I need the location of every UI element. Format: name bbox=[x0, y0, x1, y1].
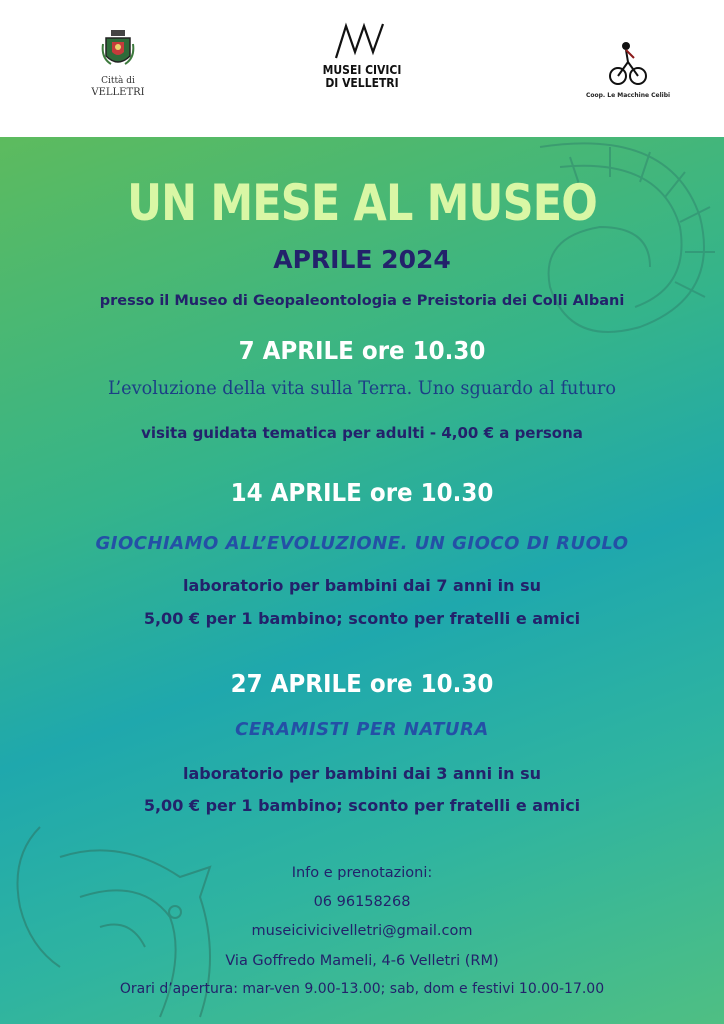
event-2-detail-2: 5,00 € per 1 bambino; sconto per fratelli e amici bbox=[143, 609, 581, 628]
museum-brand-line2: DI VELLETRI bbox=[325, 76, 399, 90]
email-address[interactable]: museicivicivelletri@gmail.com bbox=[251, 923, 473, 939]
page-title: UN MESE AL MUSEO bbox=[127, 174, 597, 232]
museum-mark-icon bbox=[333, 22, 391, 60]
coop-logo bbox=[578, 38, 678, 100]
opening-hours: Orari d’apertura: mar-ven 9.00-13.00; sab, dom e festivi 10.00-17.00 bbox=[119, 981, 605, 997]
event-3-title: CERAMISTI PER NATURA bbox=[235, 719, 489, 740]
bicycle-rider-icon bbox=[608, 38, 648, 88]
event-2-detail-1: laboratorio per bambini dai 7 anni in su bbox=[182, 576, 542, 595]
event-3-detail-2: 5,00 € per 1 bambino; sconto per fratelli e amici bbox=[143, 796, 581, 815]
velletri-city-logo bbox=[88, 28, 148, 98]
address-line: Via Goffredo Mameli, 4-6 Velletri (RM) bbox=[225, 953, 499, 969]
event-1-title: L’evoluzione della vita sulla Terra. Uno sguardo al futuro bbox=[108, 377, 616, 399]
event-2-date: 14 APRILE ore 10.30 bbox=[230, 478, 494, 507]
coat-of-arms-icon bbox=[101, 28, 135, 72]
musei-civici-logo bbox=[300, 22, 424, 90]
event-2-title: GIOCHIAMO ALL’EVOLUZIONE. UN GIOCO DI RUOLO bbox=[95, 533, 629, 554]
coop-name: Coop. Le Macchine Celibi bbox=[585, 92, 671, 99]
city-label: Città di bbox=[101, 76, 135, 86]
venue-line: presso il Museo di Geopaleontologia e Preistoria dei Colli Albani bbox=[99, 293, 625, 309]
month-heading: APRILE 2024 bbox=[273, 245, 451, 274]
event-1-detail: visita guidata tematica per adulti - 4,00 € a persona bbox=[141, 424, 583, 442]
header-bar bbox=[0, 0, 724, 137]
event-3-detail-1: laboratorio per bambini dai 3 anni in su bbox=[182, 764, 542, 783]
event-1-date: 7 APRILE ore 10.30 bbox=[238, 336, 486, 365]
phone-number[interactable]: 06 96158268 bbox=[313, 894, 411, 910]
museum-brand-line1: MUSEI CIVICI bbox=[322, 63, 402, 77]
city-name: VELLETRI bbox=[91, 87, 145, 98]
event-3-date: 27 APRILE ore 10.30 bbox=[230, 669, 494, 698]
info-heading: Info e prenotazioni: bbox=[291, 865, 433, 881]
